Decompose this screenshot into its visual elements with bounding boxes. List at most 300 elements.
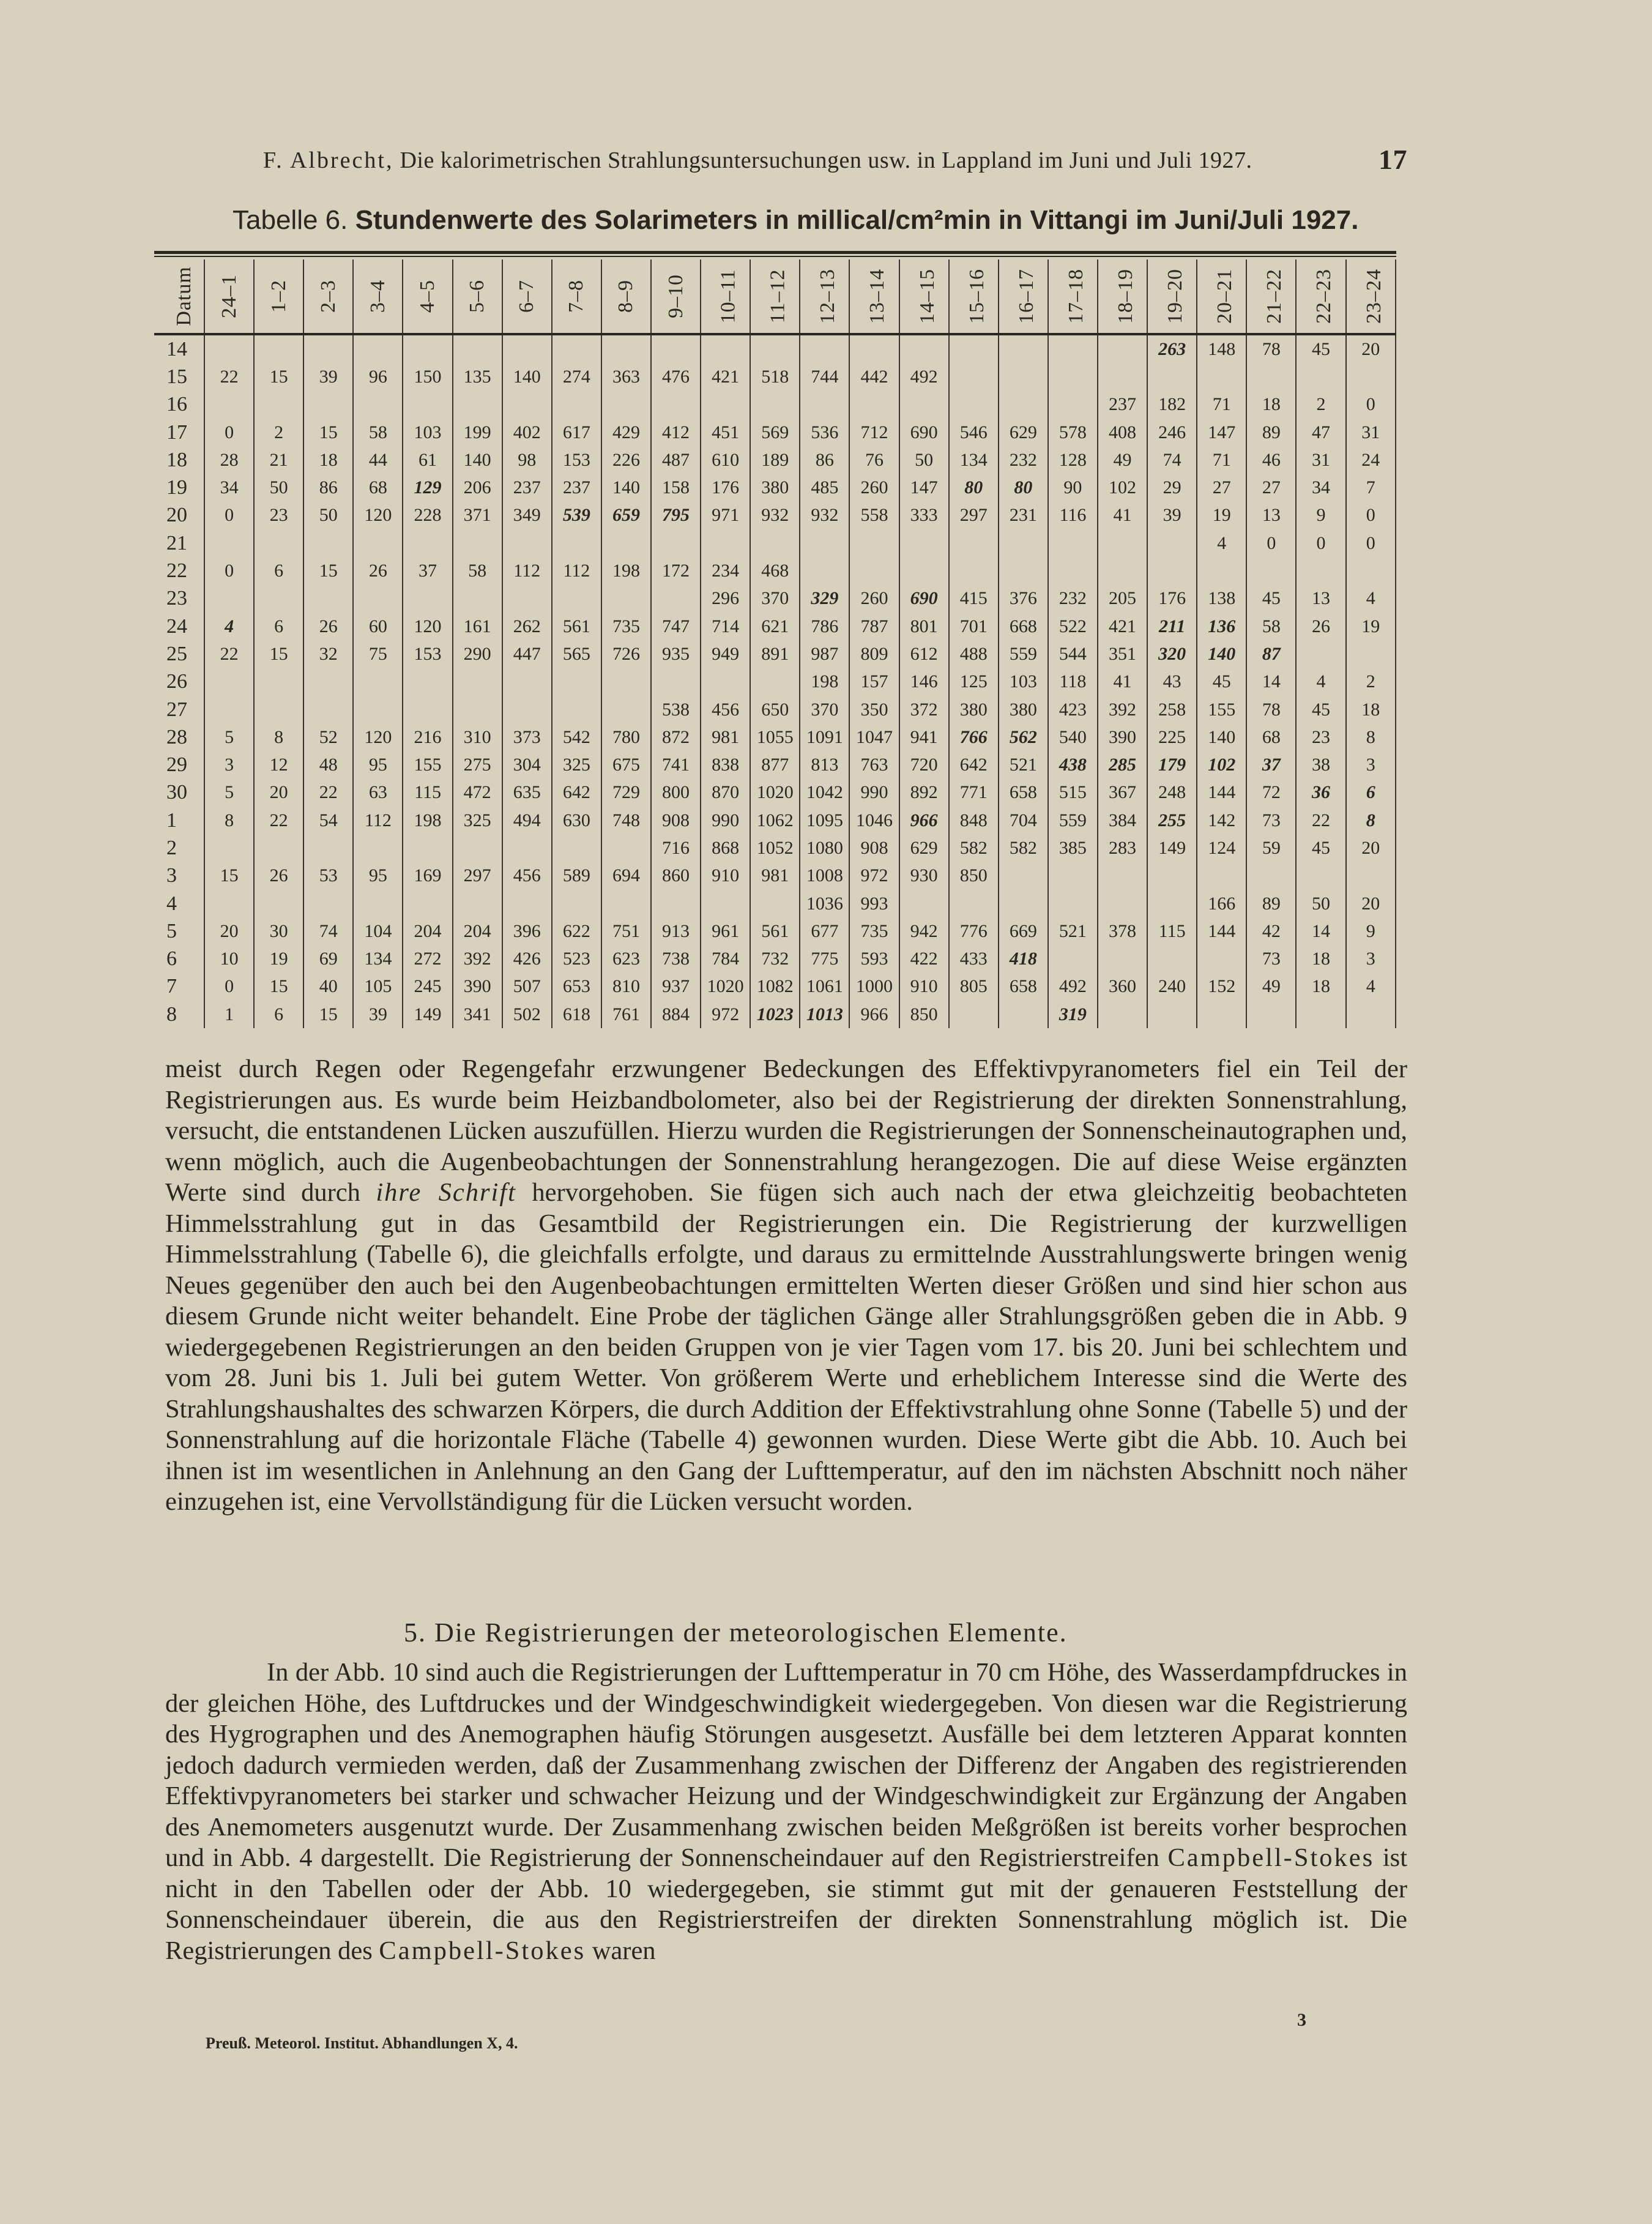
value-cell: 421	[1098, 613, 1147, 640]
value-cell: 58	[353, 419, 403, 446]
value-cell: 22	[1296, 807, 1345, 834]
value-cell	[1296, 640, 1345, 668]
value-cell	[1098, 890, 1147, 917]
value-cell: 748	[601, 807, 651, 834]
value-cell: 26	[303, 613, 353, 640]
date-cell: 19	[154, 474, 204, 501]
value-cell	[353, 668, 403, 696]
value-cell: 153	[403, 640, 452, 668]
hour-label: 6–7	[515, 280, 538, 313]
value-cell: 1082	[750, 973, 800, 1001]
value-cell: 155	[1197, 696, 1246, 723]
hour-column-header	[949, 259, 999, 334]
hour-column-header	[1048, 259, 1098, 334]
value-cell: 502	[502, 1001, 552, 1028]
value-cell: 562	[999, 723, 1048, 751]
hour-label: 18–19	[1114, 269, 1137, 324]
value-cell: 8	[254, 723, 303, 751]
value-cell: 255	[1147, 807, 1197, 834]
value-cell: 805	[949, 973, 999, 1001]
value-cell: 7	[1346, 474, 1396, 501]
value-cell: 6	[1346, 779, 1396, 807]
date-cell: 6	[154, 946, 204, 973]
value-cell: 868	[701, 834, 750, 862]
value-cell: 31	[1296, 446, 1345, 474]
value-cell	[949, 890, 999, 917]
value-cell	[1197, 363, 1246, 390]
value-cell: 542	[552, 723, 601, 751]
value-cell: 622	[552, 917, 601, 945]
date-cell: 30	[154, 779, 204, 807]
value-cell	[1147, 1001, 1197, 1028]
value-cell: 15	[204, 862, 254, 890]
hour-column-header	[254, 259, 303, 334]
value-cell	[1246, 557, 1296, 584]
value-cell: 801	[899, 613, 949, 640]
value-cell: 1052	[750, 834, 800, 862]
value-cell: 442	[849, 363, 899, 390]
value-cell: 523	[552, 946, 601, 973]
value-cell: 86	[800, 446, 849, 474]
value-cell: 41	[1098, 668, 1147, 696]
hour-label: 9–10	[664, 274, 687, 318]
value-cell	[204, 585, 254, 613]
value-cell: 80	[999, 474, 1048, 501]
value-cell	[701, 529, 750, 557]
hour-column-header	[453, 259, 502, 334]
value-cell: 813	[800, 751, 849, 778]
value-cell: 39	[303, 363, 353, 390]
value-cell: 124	[1197, 834, 1246, 862]
value-cell: 71	[1197, 391, 1246, 419]
value-cell	[502, 890, 552, 917]
table-row	[154, 529, 1396, 557]
value-cell: 593	[849, 946, 899, 973]
value-cell: 677	[800, 917, 849, 945]
value-cell	[1048, 557, 1098, 584]
value-cell: 262	[502, 613, 552, 640]
value-cell: 1091	[800, 723, 849, 751]
value-cell	[453, 696, 502, 723]
value-cell	[353, 529, 403, 557]
value-cell: 800	[651, 779, 701, 807]
value-cell: 451	[701, 419, 750, 446]
value-cell	[601, 696, 651, 723]
hour-label: 5–6	[466, 280, 489, 313]
value-cell	[899, 890, 949, 917]
value-cell	[1098, 862, 1147, 890]
value-cell	[1296, 1001, 1345, 1028]
value-cell	[403, 834, 452, 862]
value-cell: 45	[1296, 334, 1345, 363]
value-cell: 2	[1346, 668, 1396, 696]
value-cell: 741	[651, 751, 701, 778]
value-cell: 325	[453, 807, 502, 834]
value-cell: 205	[1098, 585, 1147, 613]
value-cell: 78	[1246, 696, 1296, 723]
value-cell: 990	[849, 779, 899, 807]
value-cell	[453, 334, 502, 363]
value-cell: 8	[1346, 723, 1396, 751]
value-cell	[750, 391, 800, 419]
value-cell: 144	[1197, 779, 1246, 807]
value-cell: 884	[651, 1001, 701, 1028]
value-cell	[1197, 557, 1246, 584]
value-cell	[502, 834, 552, 862]
value-cell: 74	[303, 917, 353, 945]
date-header-label: Datum	[172, 266, 195, 326]
value-cell: 15	[254, 363, 303, 390]
value-cell: 61	[403, 446, 452, 474]
value-cell: 75	[353, 640, 403, 668]
value-cell	[303, 668, 353, 696]
value-cell: 942	[899, 917, 949, 945]
hour-label: 14–15	[915, 269, 939, 324]
value-cell: 15	[303, 419, 353, 446]
value-cell	[601, 529, 651, 557]
value-cell: 4	[1346, 585, 1396, 613]
value-cell: 0	[1346, 502, 1396, 529]
value-cell: 521	[1048, 917, 1098, 945]
value-cell	[254, 668, 303, 696]
value-cell	[502, 668, 552, 696]
value-cell: 872	[651, 723, 701, 751]
value-cell: 237	[1098, 391, 1147, 419]
value-cell: 380	[999, 696, 1048, 723]
value-cell: 20	[1346, 834, 1396, 862]
value-cell: 0	[1296, 529, 1345, 557]
date-cell: 8	[154, 1001, 204, 1028]
value-cell: 34	[1296, 474, 1345, 501]
value-cell: 72	[1246, 779, 1296, 807]
hour-label: 24–1	[217, 274, 240, 318]
value-cell: 240	[1147, 973, 1197, 1001]
table-row	[154, 890, 1396, 917]
value-cell: 860	[651, 862, 701, 890]
value-cell: 0	[204, 419, 254, 446]
value-cell: 198	[403, 807, 452, 834]
value-cell: 714	[701, 613, 750, 640]
value-cell	[204, 529, 254, 557]
value-cell: 539	[552, 502, 601, 529]
value-cell: 118	[1048, 668, 1098, 696]
value-cell: 373	[502, 723, 552, 751]
value-cell: 225	[1147, 723, 1197, 751]
value-cell	[601, 391, 651, 419]
value-cell	[204, 668, 254, 696]
date-column-header	[154, 259, 204, 334]
value-cell: 189	[750, 446, 800, 474]
hour-label: 19–20	[1164, 269, 1187, 324]
value-cell: 96	[353, 363, 403, 390]
value-cell: 1036	[800, 890, 849, 917]
value-cell	[651, 391, 701, 419]
table-row	[154, 862, 1396, 890]
hour-column-header	[1098, 259, 1147, 334]
table-row	[154, 585, 1396, 613]
value-cell: 1008	[800, 862, 849, 890]
value-cell: 726	[601, 640, 651, 668]
table-title: Stundenwerte des Solarimeters in millical/cm²min in Vittangi im Juni/Juli 1927.	[355, 205, 1359, 235]
value-cell: 1042	[800, 779, 849, 807]
value-cell: 412	[651, 419, 701, 446]
hour-label: 7–8	[565, 280, 588, 313]
value-cell: 283	[1098, 834, 1147, 862]
value-cell: 966	[849, 1001, 899, 1028]
value-cell: 22	[254, 807, 303, 834]
value-cell	[949, 557, 999, 584]
value-cell	[1346, 640, 1396, 668]
value-cell	[303, 696, 353, 723]
value-cell: 415	[949, 585, 999, 613]
date-cell: 24	[154, 613, 204, 640]
value-cell: 561	[750, 917, 800, 945]
value-cell: 372	[899, 696, 949, 723]
value-cell: 561	[552, 613, 601, 640]
value-cell	[651, 890, 701, 917]
value-cell: 216	[403, 723, 452, 751]
value-cell: 149	[403, 1001, 452, 1028]
value-cell	[1098, 363, 1147, 390]
value-cell: 206	[453, 474, 502, 501]
value-cell	[353, 391, 403, 419]
paragraph-meteorology-part2: ist nicht in den Tabellen oder der Abb. 10 wiedergegeben, sie stimmt gut mit der genaueren Feststellung der Sonnenscheindauer überein, die aus den Registrierstreifen der direkten Sonnenstrahlung möglich ist. Die Registrierungen des	[165, 1843, 1408, 1965]
table-row	[154, 474, 1396, 501]
value-cell: 155	[403, 751, 452, 778]
date-cell: 2	[154, 834, 204, 862]
value-cell: 360	[1098, 973, 1147, 1001]
signature-mark: 3	[1297, 2010, 1306, 2030]
value-cell: 46	[1246, 446, 1296, 474]
value-cell: 341	[453, 1001, 502, 1028]
value-cell	[453, 890, 502, 917]
value-cell: 1046	[849, 807, 899, 834]
value-cell: 36	[1296, 779, 1345, 807]
value-cell: 147	[1197, 419, 1246, 446]
value-cell: 140	[1197, 723, 1246, 751]
value-cell: 105	[353, 973, 403, 1001]
value-cell: 578	[1048, 419, 1098, 446]
hour-label: 23–24	[1362, 269, 1385, 324]
hour-column-header	[651, 259, 701, 334]
value-cell	[999, 1001, 1048, 1028]
value-cell: 74	[1147, 446, 1197, 474]
value-cell: 19	[1346, 613, 1396, 640]
value-cell: 78	[1246, 334, 1296, 363]
date-cell: 3	[154, 862, 204, 890]
value-cell: 41	[1098, 502, 1147, 529]
value-cell	[453, 529, 502, 557]
value-cell: 392	[453, 946, 502, 973]
value-cell: 617	[552, 419, 601, 446]
value-cell: 319	[1048, 1001, 1098, 1028]
value-cell: 237	[502, 474, 552, 501]
value-cell	[1098, 334, 1147, 363]
value-cell: 19	[254, 946, 303, 973]
value-cell: 53	[303, 862, 353, 890]
value-cell: 135	[453, 363, 502, 390]
value-cell	[453, 585, 502, 613]
value-cell: 0	[1346, 391, 1396, 419]
value-cell: 961	[701, 917, 750, 945]
hour-column-header	[1296, 259, 1345, 334]
value-cell: 69	[303, 946, 353, 973]
value-cell	[1197, 1001, 1246, 1028]
value-cell: 776	[949, 917, 999, 945]
value-cell: 112	[552, 557, 601, 584]
value-cell	[1246, 862, 1296, 890]
value-cell: 18	[1296, 973, 1345, 1001]
date-cell: 4	[154, 890, 204, 917]
table-row	[154, 363, 1396, 390]
value-cell: 349	[502, 502, 552, 529]
table-row	[154, 391, 1396, 419]
value-cell: 68	[1246, 723, 1296, 751]
value-cell	[750, 890, 800, 917]
value-cell	[204, 834, 254, 862]
value-cell	[999, 363, 1048, 390]
table-row	[154, 973, 1396, 1001]
hour-label: 8–9	[614, 280, 638, 313]
value-cell	[800, 529, 849, 557]
value-cell	[601, 668, 651, 696]
value-cell: 3	[1346, 946, 1396, 973]
value-cell: 136	[1197, 613, 1246, 640]
value-cell: 48	[303, 751, 353, 778]
value-cell: 1095	[800, 807, 849, 834]
value-cell: 54	[303, 807, 353, 834]
value-cell	[1147, 529, 1197, 557]
value-cell	[1346, 862, 1396, 890]
value-cell: 378	[1098, 917, 1147, 945]
hour-label: 13–14	[866, 269, 889, 324]
value-cell: 515	[1048, 779, 1098, 807]
value-cell: 658	[999, 973, 1048, 1001]
table-row	[154, 751, 1396, 778]
value-cell: 972	[849, 862, 899, 890]
value-cell: 492	[1048, 973, 1098, 1001]
value-cell	[204, 391, 254, 419]
value-cell	[1197, 862, 1246, 890]
value-cell: 15	[303, 557, 353, 584]
value-cell: 68	[353, 474, 403, 501]
value-cell: 39	[353, 1001, 403, 1028]
value-cell: 245	[403, 973, 452, 1001]
value-cell: 179	[1147, 751, 1197, 778]
value-cell: 949	[701, 640, 750, 668]
value-cell: 26	[1296, 613, 1345, 640]
value-cell	[303, 334, 353, 363]
value-cell: 932	[750, 502, 800, 529]
value-cell: 488	[949, 640, 999, 668]
value-cell: 433	[949, 946, 999, 973]
value-cell: 384	[1098, 807, 1147, 834]
value-cell: 735	[601, 613, 651, 640]
table-row	[154, 668, 1396, 696]
value-cell: 1020	[750, 779, 800, 807]
value-cell: 10	[204, 946, 254, 973]
value-cell: 370	[750, 585, 800, 613]
value-cell: 169	[403, 862, 452, 890]
value-cell	[1048, 334, 1098, 363]
value-cell	[949, 1001, 999, 1028]
value-cell	[1296, 363, 1345, 390]
value-cell: 775	[800, 946, 849, 973]
value-cell: 507	[502, 973, 552, 1001]
hour-column-header	[601, 259, 651, 334]
value-cell: 115	[1147, 917, 1197, 945]
value-cell: 43	[1147, 668, 1197, 696]
value-cell: 6	[254, 557, 303, 584]
value-cell: 176	[1147, 585, 1197, 613]
value-cell: 146	[899, 668, 949, 696]
value-cell	[353, 334, 403, 363]
hour-label: 11–12	[766, 269, 789, 324]
value-cell: 1023	[750, 1001, 800, 1028]
value-cell: 1061	[800, 973, 849, 1001]
value-cell: 935	[651, 640, 701, 668]
value-cell	[1147, 557, 1197, 584]
value-cell	[403, 585, 452, 613]
value-cell: 704	[999, 807, 1048, 834]
value-cell	[303, 529, 353, 557]
table-header-row	[154, 259, 1396, 334]
value-cell: 476	[651, 363, 701, 390]
value-cell: 20	[1346, 334, 1396, 363]
value-cell	[204, 334, 254, 363]
value-cell: 60	[353, 613, 403, 640]
value-cell: 47	[1296, 419, 1345, 446]
table-body	[154, 334, 1396, 1028]
value-cell: 1	[204, 1001, 254, 1028]
value-cell: 34	[204, 474, 254, 501]
value-cell	[303, 890, 353, 917]
value-cell	[601, 334, 651, 363]
value-cell: 565	[552, 640, 601, 668]
value-cell: 112	[502, 557, 552, 584]
value-cell: 468	[750, 557, 800, 584]
value-cell: 45	[1246, 585, 1296, 613]
value-cell: 13	[1296, 585, 1345, 613]
value-cell: 766	[949, 723, 999, 751]
value-cell: 104	[353, 917, 403, 945]
value-cell: 153	[552, 446, 601, 474]
table-rule-thick	[154, 251, 1396, 254]
value-cell	[949, 391, 999, 419]
value-cell: 1013	[800, 1001, 849, 1028]
value-cell: 558	[849, 502, 899, 529]
value-cell: 258	[1147, 696, 1197, 723]
value-cell	[353, 585, 403, 613]
emphasized-phrase: ihre Schrift	[376, 1178, 516, 1207]
value-cell	[849, 557, 899, 584]
value-cell: 8	[204, 807, 254, 834]
value-cell: 8	[1346, 807, 1396, 834]
value-cell: 966	[899, 807, 949, 834]
value-cell: 14	[1296, 917, 1345, 945]
table-row	[154, 723, 1396, 751]
paragraph-radiation-part2: hervorgehoben. Sie fügen sich auch nach der etwa gleichzeitig beobachteten Himmelsstrahlung gut in das Gesamtbild der Registrierungen ein. Die Registrierung der kurzwelligen Himmelsstrahlung (Tabelle 6), die gleichfalls erfolgte, und daraus zu ermittelnde Ausstrahlungswerte bringen wenig Neues gegenüber den auch bei den Augenbeobachtungen ermittelten Werten dieser Größen und sind hier schon aus diesem Grunde nicht weiter behandelt. Eine Probe der täglichen Gänge aller Strahlungsgrößen geben die in Abb. 9 wiedergegebenen Registrierungen an den beiden Gruppen von je vier Tagen vom 17. bis 20. Juni bei schlechtem und vom 28. Juni bis 1. Juli bei gutem Wetter. Von größerem Werte und erheblichem Interesse sind die Werte des Strahlungshaushaltes des schwarzen Körpers, die durch Addition der Effektivstrahlung ohne Sonne (Tabelle 5) und der Sonnenstrahlung auf die horizontale Fläche (Tabelle 4) gewonnen wurden. Diese Werte gibt die Abb. 10. Auch bei ihnen ist im wesentlichen in Anlehnung an den Gang der Lufttemperatur, auf den im nächsten Abschnitt noch näher einzugehen ist, eine Vervollständigung für die Lücken versucht worden.	[165, 1178, 1408, 1516]
value-cell: 95	[353, 862, 403, 890]
value-cell	[601, 890, 651, 917]
value-cell: 204	[453, 917, 502, 945]
value-cell	[899, 557, 949, 584]
value-cell: 161	[453, 613, 502, 640]
value-cell: 787	[849, 613, 899, 640]
value-cell: 304	[502, 751, 552, 778]
table-caption	[233, 205, 1395, 236]
value-cell: 908	[651, 807, 701, 834]
